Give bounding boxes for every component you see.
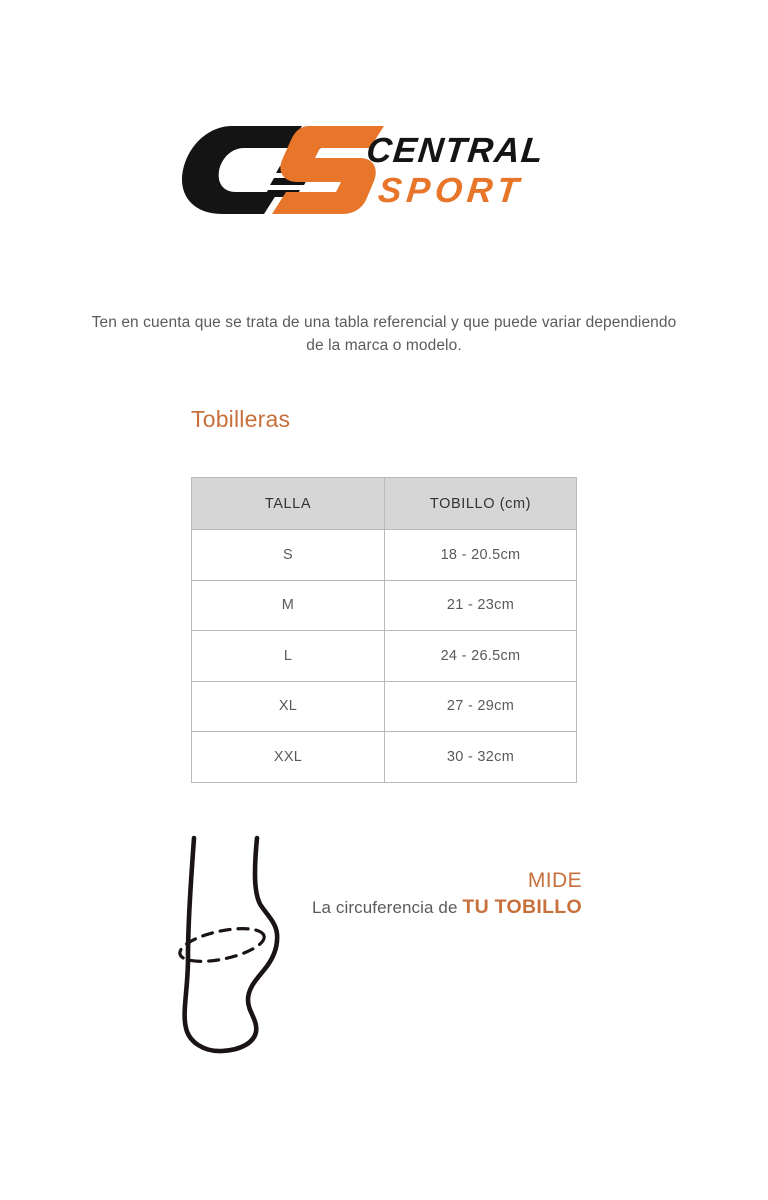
callout-instruction-accent: TU TOBILLO: [462, 896, 582, 918]
callout-instruction-plain: La circuferencia de: [311, 898, 463, 917]
cell-tobillo: 21 - 23cm: [385, 580, 577, 631]
disclaimer-text: Ten en cuenta que se trata de una tabla referencial y que puede variar dependiendo de la marca o modelo.: [91, 314, 677, 354]
table-header-row: [192, 478, 577, 530]
callout-instruction: [280, 894, 582, 921]
page-title: Tobilleras: [191, 406, 291, 432]
table-row: [192, 530, 577, 581]
cell-talla: L: [192, 631, 385, 682]
cell-talla: XXL: [192, 732, 385, 783]
cell-talla: M: [192, 580, 385, 631]
cell-talla: S: [192, 530, 385, 581]
cell-tobillo: 30 - 32cm: [385, 732, 577, 783]
logo-word-sport: SPORT: [376, 171, 526, 210]
table-row: [192, 580, 577, 631]
column-header-tobillo: TOBILLO (cm): [385, 478, 577, 530]
logo-word-central: CENTRAL: [364, 131, 547, 170]
measure-callout: [280, 868, 582, 921]
column-header-talla: TALLA: [192, 478, 385, 530]
table-row: [192, 631, 577, 682]
cell-talla: XL: [192, 681, 385, 732]
size-chart-table: [191, 477, 577, 783]
cell-tobillo: 27 - 29cm: [385, 681, 577, 732]
table-row: [192, 732, 577, 783]
callout-mide-label: MIDE: [527, 869, 582, 892]
brand-logo: [0, 118, 768, 218]
cell-tobillo: 24 - 26.5cm: [385, 631, 577, 682]
cell-tobillo: 18 - 20.5cm: [385, 530, 577, 581]
central-sport-logo-graphic: [174, 118, 594, 218]
table-row: [192, 681, 577, 732]
